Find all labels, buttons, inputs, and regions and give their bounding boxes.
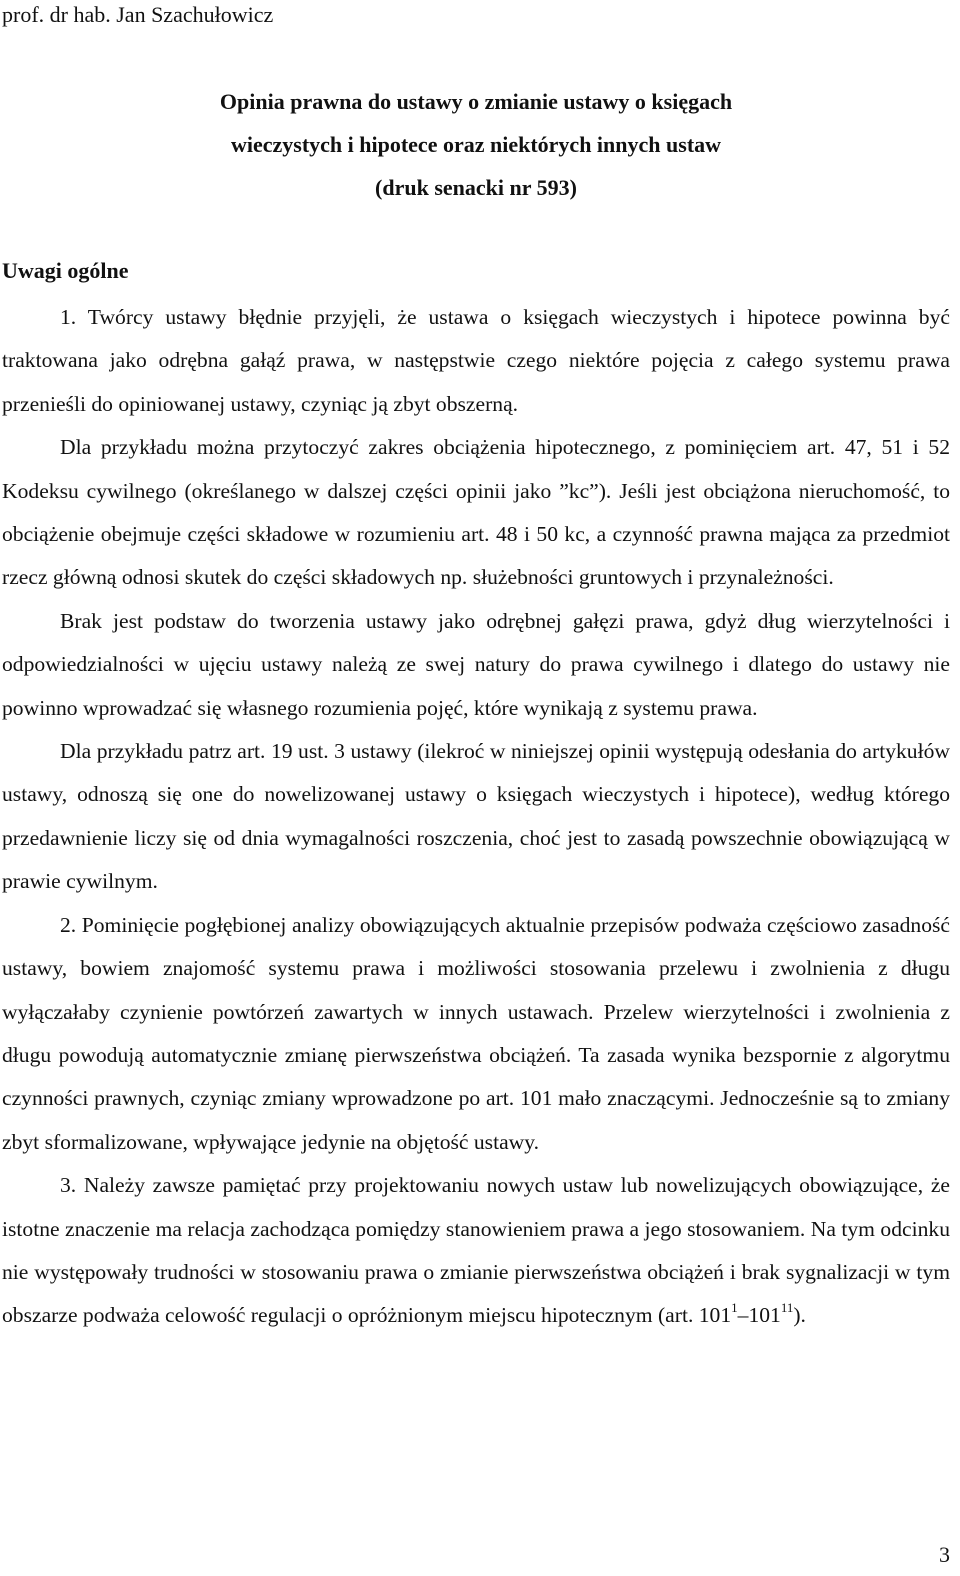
section-heading: Uwagi ogólne [2, 258, 129, 283]
body-text [2, 296, 950, 1338]
article-range-dash: –101 [737, 1303, 781, 1328]
paragraph-1: 1. Twórcy ustawy błędnie przyjęli, że ustawa o księgach wieczystych i hipotece powinna być traktowana jako odrębna gałąź prawa, w następstwie czego niektóre pojęcia z całego systemu prawa przenieśli do opiniowanej ustawy, czyniąc ją zbyt obszerną. [2, 305, 950, 416]
paragraph-3: Brak jest podstaw do tworzenia ustawy jako odrębnej gałęzi prawa, gdyż dług wierzytelności i odpowiedzialności w ujęciu ustawy należą ze swej natury do prawa cywilnego i dlatego do ustawy nie powinno wprowadzać się własnego rozumienia pojęć, które wynikają z systemu prawa. [2, 608, 950, 720]
title-line-3: (druk senacki nr 593) [375, 175, 577, 200]
superscript-11: 11 [780, 1300, 794, 1316]
author-name: prof. dr hab. Jan Szachułowicz [2, 2, 274, 27]
page-number: 3 [939, 1542, 950, 1567]
title-line-1: Opinia prawna do ustawy o zmianie ustawy o księgach [219, 89, 733, 114]
paragraph-5: 2. Pominięcie pogłębionej analizy obowiązujących aktualnie przepisów podważa częściowo zasadność ustawy, bowiem znajomość systemu prawa i możliwości stosowania przelewu i zwolnienia z długu wyłączałaby czynienie powtórzeń zawartych w innych ustawach. Przelew wierzytelności i zwolnienia z długu powodują automatycznie zmianę pierwszeństwa obciążeń. Ta zasada wynika bezspornie z algorytmu czynności prawnych, czyniąc zmiany wprowadzone po art. 101 mało znaczącymi. Jednocześnie są to zmiany zbyt sformalizowane, wpływające jedynie na objętość ustawy. [2, 912, 950, 1154]
paragraph-4: Dla przykładu patrz art. 19 ust. 3 ustawy (ilekroć w niniejszej opinii występują odesłania do artykułów ustawy, odnoszą się one do nowelizowanej ustawy o księgach wieczystych i hipotece), według którego przedawnienie liczy się od dnia wymagalności roszczenia, choć jest to zasadą powszechnie obowiązującą w prawie cywilnym. [2, 739, 950, 894]
paragraph-6-end: ). [793, 1303, 806, 1328]
superscript-1: 1 [731, 1300, 738, 1316]
paragraph-6 [2, 1164, 950, 1338]
paragraph-2: Dla przykładu można przytoczyć zakres obciążenia hipotecznego, z pominięciem art. 47, 51 i 52 Kodeksu cywilnego (określanego w dalszej części opinii jako ”kc”). Jeśli jest obciążona nieruchomość, to obciążenie obejmuje części składowe w rozumieniu art. 48 i 50 kc, a czynność prawna mająca za przedmiot rzecz główną odnosi skutek do części składowych np. służebności gruntowych i przynależności. [2, 435, 950, 590]
paragraph-6-text: 3. Należy zawsze pamiętać przy projektowaniu nowych ustaw lub nowelizujących obowiązujące, że istotne znaczenie ma relacja zachodząca pomiędzy stanowieniem prawa a jego stosowaniem. Na tym odcinku nie występowały trudności w stosowaniu prawa o zmianie pierwszeństwa obciążeń i brak sygnalizacji w tym obszarze podważa celowość regulacji o opróżnionym miejscu hipotecznym (art. 101 [2, 1173, 950, 1328]
title-line-2: wieczystych i hipotece oraz niektórych innych ustaw [230, 132, 722, 157]
document-title [0, 80, 952, 209]
